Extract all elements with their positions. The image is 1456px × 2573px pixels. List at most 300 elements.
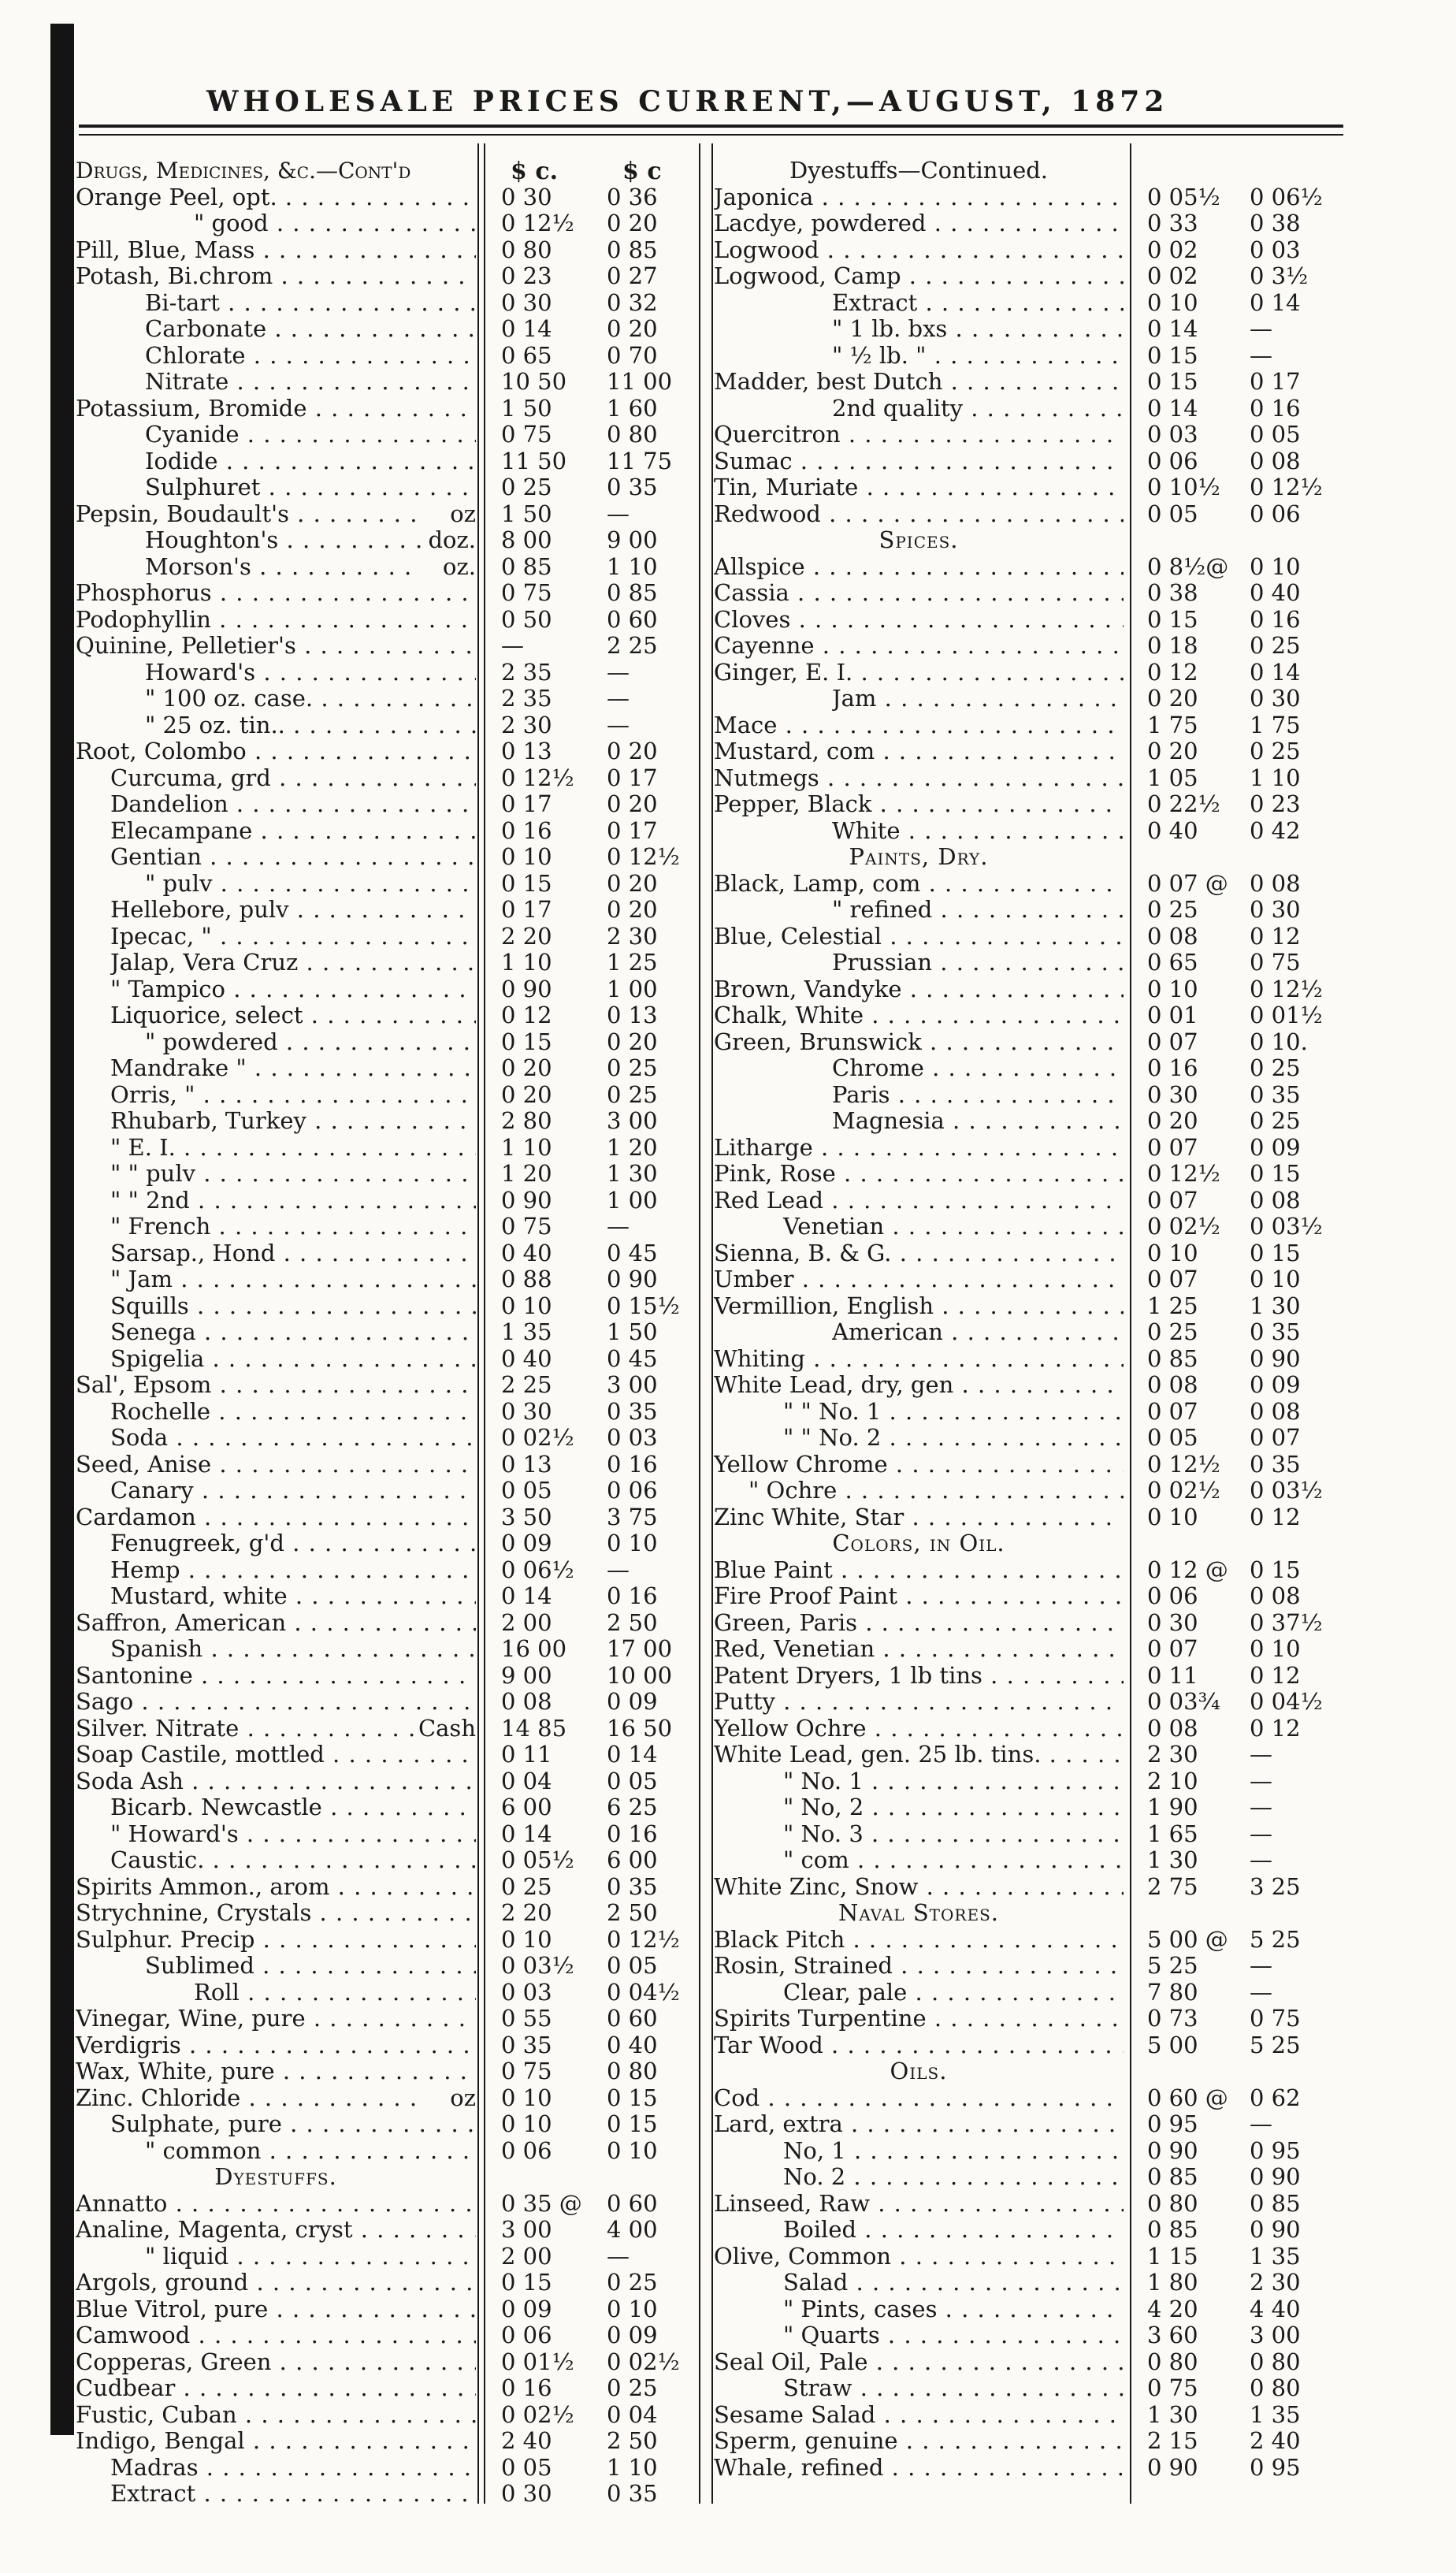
- price-low: 4 20: [1147, 2295, 1198, 2322]
- price-high: 0 12: [1250, 1714, 1301, 1742]
- item-label: [783, 2375, 1124, 2402]
- item-label-text: Fenugreek, g'd: [110, 1530, 284, 1556]
- price-high: 0 80: [1250, 2374, 1301, 2401]
- item-label: [714, 871, 1124, 898]
- item-label: [714, 1927, 1124, 1954]
- item-label-text: Cloves: [714, 606, 791, 633]
- item-unit: Cash: [418, 1714, 476, 1742]
- item-label: [145, 290, 476, 317]
- item-label-text: Paris: [832, 1081, 890, 1108]
- item-label: [145, 527, 421, 554]
- price-row: [714, 738, 1344, 765]
- price-high: —: [607, 1213, 630, 1240]
- price-row: [714, 2428, 1344, 2455]
- item-label-text: Carbonate: [145, 316, 267, 342]
- price-row: [714, 1689, 1344, 1716]
- price-low: 0 07: [1147, 1133, 1198, 1161]
- item-label: [110, 897, 476, 924]
- item-label: [145, 554, 421, 581]
- item-label-text: Chlorate: [145, 342, 246, 369]
- item-label: [76, 1927, 476, 1954]
- price-high: 2 25: [607, 632, 658, 659]
- price-row: [714, 2191, 1344, 2218]
- item-label-text: White Zinc, Snow: [714, 1873, 919, 1900]
- item-label: [76, 1742, 476, 1768]
- price-low: 0 03: [501, 1978, 552, 2006]
- item-label: [783, 2322, 1124, 2349]
- price-high: 0 12½: [607, 843, 680, 870]
- price-high: 0 14: [1250, 658, 1301, 686]
- item-label: [714, 2402, 1124, 2429]
- item-label-text: " No, 2: [783, 1794, 864, 1820]
- item-label-text: " refined: [832, 897, 933, 923]
- price-high: 1 50: [607, 1318, 658, 1345]
- price-row: [76, 738, 706, 765]
- item-label-text: " No. 1: [783, 1768, 864, 1794]
- price-row: [714, 2006, 1344, 2032]
- price-high: 0 25: [1250, 632, 1301, 659]
- price-low: 0 30: [1147, 1080, 1198, 1108]
- item-label-text: Black, Lamp, com: [714, 870, 921, 897]
- item-label: [714, 1689, 1124, 1716]
- price-row: [76, 1980, 706, 2006]
- price-high: 0 14: [1250, 288, 1301, 316]
- price-high: 1 25: [607, 949, 658, 976]
- price-high: 0 23: [1250, 790, 1301, 817]
- item-label-text: Indigo, Bengal: [76, 2428, 245, 2454]
- price-low: 0 12: [1147, 658, 1198, 686]
- item-label: [76, 2322, 476, 2349]
- item-label: [832, 686, 1124, 712]
- price-high: 0 06: [1250, 500, 1301, 527]
- item-label: [714, 1504, 1124, 1531]
- section-heading-label: Spices.: [878, 526, 959, 553]
- price-high: —: [1250, 315, 1272, 342]
- item-label: [783, 1821, 1124, 1848]
- price-low: 0 25: [1147, 1318, 1198, 1345]
- price-row: [714, 1372, 1344, 1399]
- item-label: [714, 580, 1124, 607]
- item-label: [714, 1002, 1124, 1029]
- price-row: [76, 1055, 706, 1082]
- price-low: 0 20: [1147, 685, 1198, 712]
- price-low: 0 80: [1147, 2189, 1198, 2217]
- price-low: 0 15: [501, 869, 552, 897]
- item-label: [714, 474, 1124, 501]
- item-label-text: Roll: [194, 1979, 240, 2006]
- item-label: [110, 1399, 476, 1426]
- item-label-text: Spigelia: [110, 1345, 205, 1372]
- left-price-column: [76, 158, 706, 2508]
- price-row: [76, 1478, 706, 1504]
- price-row: [76, 422, 706, 448]
- price-high: 0 12½: [1250, 975, 1323, 1002]
- price-low: 0 06½: [501, 1556, 574, 1583]
- price-row: [714, 791, 1344, 818]
- price-row: [76, 1610, 706, 1637]
- item-label: [194, 1980, 476, 2006]
- price-row: [76, 1927, 706, 1954]
- price-low: 0 25: [501, 474, 552, 500]
- price-high: 0 05: [607, 1952, 658, 1979]
- item-label: [832, 897, 1124, 924]
- price-row: [714, 633, 1344, 660]
- item-label: [194, 210, 476, 237]
- item-label-text: Canary: [110, 1478, 194, 1504]
- price-high: 0 04½: [1250, 1688, 1323, 1715]
- item-label-text: White: [832, 817, 901, 844]
- price-low: 1 05: [1147, 764, 1198, 791]
- price-low: 0 08: [1147, 1371, 1198, 1398]
- item-label-text: Silver. Nitrate: [76, 1715, 240, 1742]
- item-label-text: Magnesia: [832, 1108, 945, 1134]
- price-low: 0 17: [501, 790, 552, 817]
- price-low: 0 05½: [501, 1846, 574, 1873]
- item-label: [832, 343, 1124, 370]
- price-high: 0 14: [607, 1741, 658, 1768]
- item-label: [714, 1372, 1124, 1399]
- price-high: 5 25: [1250, 2031, 1301, 2058]
- price-high: 0 3½: [1250, 262, 1309, 289]
- item-label: [145, 1029, 476, 1056]
- item-label: [714, 1557, 1124, 1584]
- price-low: 3 00: [501, 2216, 552, 2243]
- price-low: 1 15: [1147, 2242, 1198, 2270]
- price-high: 0 25: [607, 1054, 658, 1081]
- price-low: 0 75: [501, 2058, 552, 2084]
- item-label: [714, 210, 1124, 237]
- price-low: 0 75: [501, 1213, 552, 1240]
- price-low: 2 15: [1147, 2427, 1198, 2454]
- price-high: 0 20: [607, 315, 658, 342]
- item-label: [76, 1452, 476, 1478]
- price-row: [76, 871, 706, 898]
- price-high: 0 60: [607, 2189, 658, 2217]
- price-low: 0 14: [1147, 394, 1198, 422]
- price-row: [76, 2191, 706, 2218]
- item-label: [145, 474, 476, 501]
- price-low: 0 40: [1147, 816, 1198, 844]
- item-label: [714, 2349, 1124, 2376]
- price-row: [76, 237, 706, 264]
- price-low: 0 12½: [501, 764, 574, 791]
- item-label: [76, 2085, 421, 2112]
- price-high: 0 25: [607, 2269, 658, 2296]
- item-label: [110, 2481, 476, 2508]
- price-low: 0 05: [1147, 1424, 1198, 1451]
- price-low: 0 06: [501, 2136, 552, 2164]
- item-label-text: Copperas, Green: [76, 2348, 272, 2375]
- price-row: [714, 343, 1344, 370]
- price-row: [76, 527, 706, 554]
- price-row: [714, 1452, 1344, 1478]
- item-label: [110, 1530, 476, 1557]
- price-row: [76, 501, 706, 528]
- price-high: 0 30: [1250, 685, 1301, 712]
- price-row: [76, 1689, 706, 1716]
- price-high: 0 20: [607, 210, 658, 236]
- item-label: [783, 2296, 1124, 2323]
- item-label-text: Putty: [714, 1689, 775, 1715]
- price-row: [76, 2296, 706, 2323]
- price-row: [714, 2322, 1344, 2349]
- item-label-text: Sago: [76, 1689, 134, 1715]
- price-row: [76, 2402, 706, 2429]
- price-low: 0 07: [1147, 1635, 1198, 1662]
- item-label-text: Logwood: [714, 236, 819, 263]
- price-high: 0 10: [607, 2295, 658, 2322]
- price-low: 0 14: [501, 1582, 552, 1609]
- price-high: 2 30: [1250, 2269, 1301, 2296]
- item-label-text: Elecampane: [110, 817, 253, 844]
- price-high: 0 35: [607, 2480, 658, 2507]
- item-label: [714, 1583, 1124, 1610]
- price-high: 1 10: [1250, 764, 1301, 791]
- item-label: [76, 738, 476, 765]
- item-label-text: Rosin, Strained: [714, 1953, 893, 1979]
- price-high: 2 50: [607, 1608, 658, 1636]
- price-low: 0 10: [1147, 1503, 1198, 1530]
- item-label-text: Prussian: [832, 950, 933, 976]
- price-high: 0 03: [607, 1424, 658, 1451]
- item-label-text: Podophyllin: [76, 606, 211, 633]
- item-label: [110, 1583, 476, 1610]
- price-low: 2 20: [501, 1899, 552, 1926]
- price-row: [76, 1214, 706, 1240]
- price-high: 0 09: [1250, 1133, 1301, 1161]
- item-label: [714, 2455, 1124, 2482]
- price-high: —: [1250, 1767, 1272, 1794]
- price-row: [714, 1425, 1344, 1452]
- item-label-text: Patent Dryers, 1 lb tins: [714, 1662, 982, 1689]
- item-label-text: Ipecac, ": [110, 923, 212, 950]
- price-low: 0 90: [1147, 2136, 1198, 2164]
- item-label-text: Root, Colombo: [76, 738, 247, 764]
- item-label-text: Potash, Bi.chrom: [76, 263, 273, 289]
- price-low: 0 14: [501, 315, 552, 342]
- price-low: 0 33: [1147, 210, 1198, 236]
- price-low: 0 02½: [501, 1424, 574, 1451]
- price-row: [76, 1372, 706, 1399]
- item-label: [714, 237, 1124, 264]
- price-high: 0 25: [607, 1080, 658, 1108]
- item-label: [714, 369, 1124, 396]
- item-label-text: Santonine: [76, 1662, 193, 1689]
- price-high: 0 40: [607, 2031, 658, 2058]
- price-high: 11 00: [607, 368, 673, 395]
- price-high: —: [1250, 1846, 1272, 1873]
- item-label-text: Verdigris: [76, 2032, 181, 2058]
- price-low: 0 02: [1147, 262, 1198, 289]
- item-label-text: Umber: [714, 1266, 794, 1292]
- price-low: 1 50: [501, 500, 552, 527]
- item-label-text: Nitrate: [145, 369, 229, 395]
- price-row: [76, 554, 706, 581]
- price-low: 0 15: [1147, 605, 1198, 633]
- price-high: 9 00: [607, 526, 658, 553]
- item-label-text: Saffron, American: [76, 1609, 287, 1636]
- item-label: [783, 1425, 1124, 1452]
- price-low: 0 05: [1147, 500, 1198, 527]
- header-rule-thin: [79, 134, 1343, 136]
- price-high: 0 12: [1250, 922, 1301, 950]
- item-label: [145, 2244, 476, 2270]
- price-row: [714, 976, 1344, 1003]
- price-low: 1 10: [501, 1133, 552, 1161]
- price-high: 1 75: [1250, 711, 1301, 738]
- price-low: 0 18: [1147, 632, 1198, 659]
- item-label: [714, 448, 1124, 475]
- item-label: [832, 316, 1124, 343]
- item-label: [783, 2217, 1124, 2244]
- item-label-text: " common: [145, 2137, 262, 2164]
- item-label-text: Hemp: [110, 1556, 180, 1583]
- price-low: 0 14: [501, 1820, 552, 1847]
- price-row: [76, 1108, 706, 1135]
- price-low: 0 12½: [501, 210, 574, 236]
- price-high: 3 00: [607, 1107, 658, 1134]
- section-heading: [714, 1530, 1124, 1557]
- price-row: [76, 2085, 706, 2112]
- price-high: 0 10: [607, 1530, 658, 1556]
- price-high: 0 37½: [1250, 1608, 1323, 1636]
- price-row: [714, 2138, 1344, 2165]
- price-low: 2 35: [501, 658, 552, 686]
- price-high: 0 15: [1250, 1556, 1301, 1583]
- price-high: 0 85: [607, 236, 658, 263]
- price-row: [714, 290, 1344, 317]
- price-row: [714, 1029, 1344, 1056]
- price-low: 0 75: [501, 421, 552, 448]
- price-row: [714, 1874, 1344, 1901]
- price-row: [714, 1082, 1344, 1109]
- item-label-text: " Jam: [110, 1266, 173, 1292]
- item-label-text: Linseed, Raw: [714, 2190, 871, 2217]
- section-heading-label: Dyestuffs—Continued.: [789, 157, 1049, 184]
- price-low: 0 09: [501, 2295, 552, 2322]
- price-row: [76, 2322, 706, 2349]
- price-row: [714, 1716, 1344, 1742]
- price-high: 0 60: [607, 605, 658, 633]
- price-low: 0 11: [1147, 1661, 1198, 1689]
- price-low: 0 85: [1147, 1344, 1198, 1372]
- item-label: [110, 1636, 476, 1663]
- price-low: 1 50: [501, 394, 552, 422]
- item-label: [832, 1108, 1124, 1135]
- price-row: [714, 396, 1344, 422]
- item-label: [714, 1346, 1124, 1373]
- item-label-text: Sulphuret: [145, 474, 261, 500]
- price-high: 0 75: [1250, 2005, 1301, 2032]
- price-high: 0 62: [1250, 2084, 1301, 2111]
- price-row: [714, 1821, 1344, 1848]
- price-high: 0 02½: [607, 2348, 680, 2375]
- item-label-text: Fire Proof Paint: [714, 1583, 897, 1609]
- item-label-text: Sulphate, pure: [110, 2111, 282, 2137]
- price-low: 0 15: [501, 2269, 552, 2296]
- price-high: 0 36: [607, 183, 658, 210]
- item-label-text: Fustic, Cuban: [76, 2401, 237, 2428]
- item-label-text: " com: [783, 1847, 849, 1873]
- price-high: 1 20: [607, 1133, 658, 1161]
- item-label-text: Tin, Muriate: [714, 474, 859, 500]
- price-low: 0 88: [501, 1266, 552, 1292]
- item-label: [145, 660, 476, 686]
- item-label: [714, 607, 1124, 634]
- price-low: 3 60: [1147, 2322, 1198, 2348]
- item-label: [110, 1161, 476, 1188]
- price-row: [76, 1716, 706, 1742]
- price-high: 0 90: [1250, 1344, 1301, 1372]
- section-heading: [714, 158, 1124, 184]
- price-row: [76, 1504, 706, 1531]
- price-high: —: [607, 2242, 630, 2270]
- item-label-text: " liquid: [145, 2243, 229, 2270]
- price-low: 0 75: [501, 579, 552, 606]
- price-high: 0 10: [1250, 1266, 1301, 1292]
- item-label-text: Gentian: [110, 844, 202, 870]
- price-row: [76, 660, 706, 686]
- item-label-text: Cardamon: [76, 1504, 196, 1530]
- price-row: [714, 2032, 1344, 2059]
- item-label: [714, 1188, 1124, 1214]
- price-row: [76, 1188, 706, 1214]
- price-row: [76, 2217, 706, 2244]
- price-row: [714, 1927, 1344, 1954]
- item-label-text: Soda: [110, 1425, 169, 1451]
- item-label-text: Sublimed: [145, 1953, 254, 1979]
- price-row: [714, 871, 1344, 898]
- item-label-text: Pink, Rose: [714, 1161, 836, 1187]
- item-label: [714, 1240, 1124, 1267]
- item-label-text: Allspice: [714, 553, 805, 580]
- price-row: [76, 2032, 706, 2059]
- item-label-text: Yellow Chrome: [714, 1451, 888, 1478]
- item-label: [110, 791, 476, 818]
- price-high: 16 50: [607, 1714, 673, 1742]
- price-low: 0 65: [1147, 949, 1198, 976]
- price-row: [714, 1346, 1344, 1373]
- price-high: 0 42: [1250, 816, 1301, 844]
- item-label-text: Strychnine, Crystals: [76, 1900, 312, 1926]
- item-label: [783, 1768, 1124, 1795]
- price-row: [714, 316, 1344, 343]
- price-low: 0 25: [1147, 896, 1198, 923]
- price-row: [76, 765, 706, 792]
- price-row: [714, 1742, 1344, 1768]
- price-row: [76, 1029, 706, 1056]
- item-label: [76, 1900, 476, 1927]
- item-label-text: Yellow Ochre: [714, 1715, 867, 1742]
- item-label-text: Cayenne: [714, 633, 815, 659]
- price-low: 0 20: [1147, 1107, 1198, 1134]
- item-label: [110, 1055, 476, 1082]
- item-label-text: " Pints, cases: [783, 2296, 938, 2322]
- price-row: [76, 2481, 706, 2508]
- price-low: 14 85: [501, 1714, 567, 1742]
- item-label: [714, 2111, 1124, 2138]
- price-high: 0 12: [1250, 1661, 1301, 1689]
- price-high: 3 00: [607, 1371, 658, 1398]
- item-label-text: Vermillion, English: [714, 1292, 934, 1319]
- item-label: [783, 2164, 1124, 2191]
- item-label-text: Sesame Salad: [714, 2401, 876, 2428]
- price-low: 0 01½: [501, 2348, 574, 2375]
- price-high: 1 10: [607, 2453, 658, 2481]
- price-high: 0 25: [1250, 738, 1301, 764]
- item-label-text: Salad: [783, 2270, 849, 2296]
- price-high: 0 12½: [607, 1925, 680, 1953]
